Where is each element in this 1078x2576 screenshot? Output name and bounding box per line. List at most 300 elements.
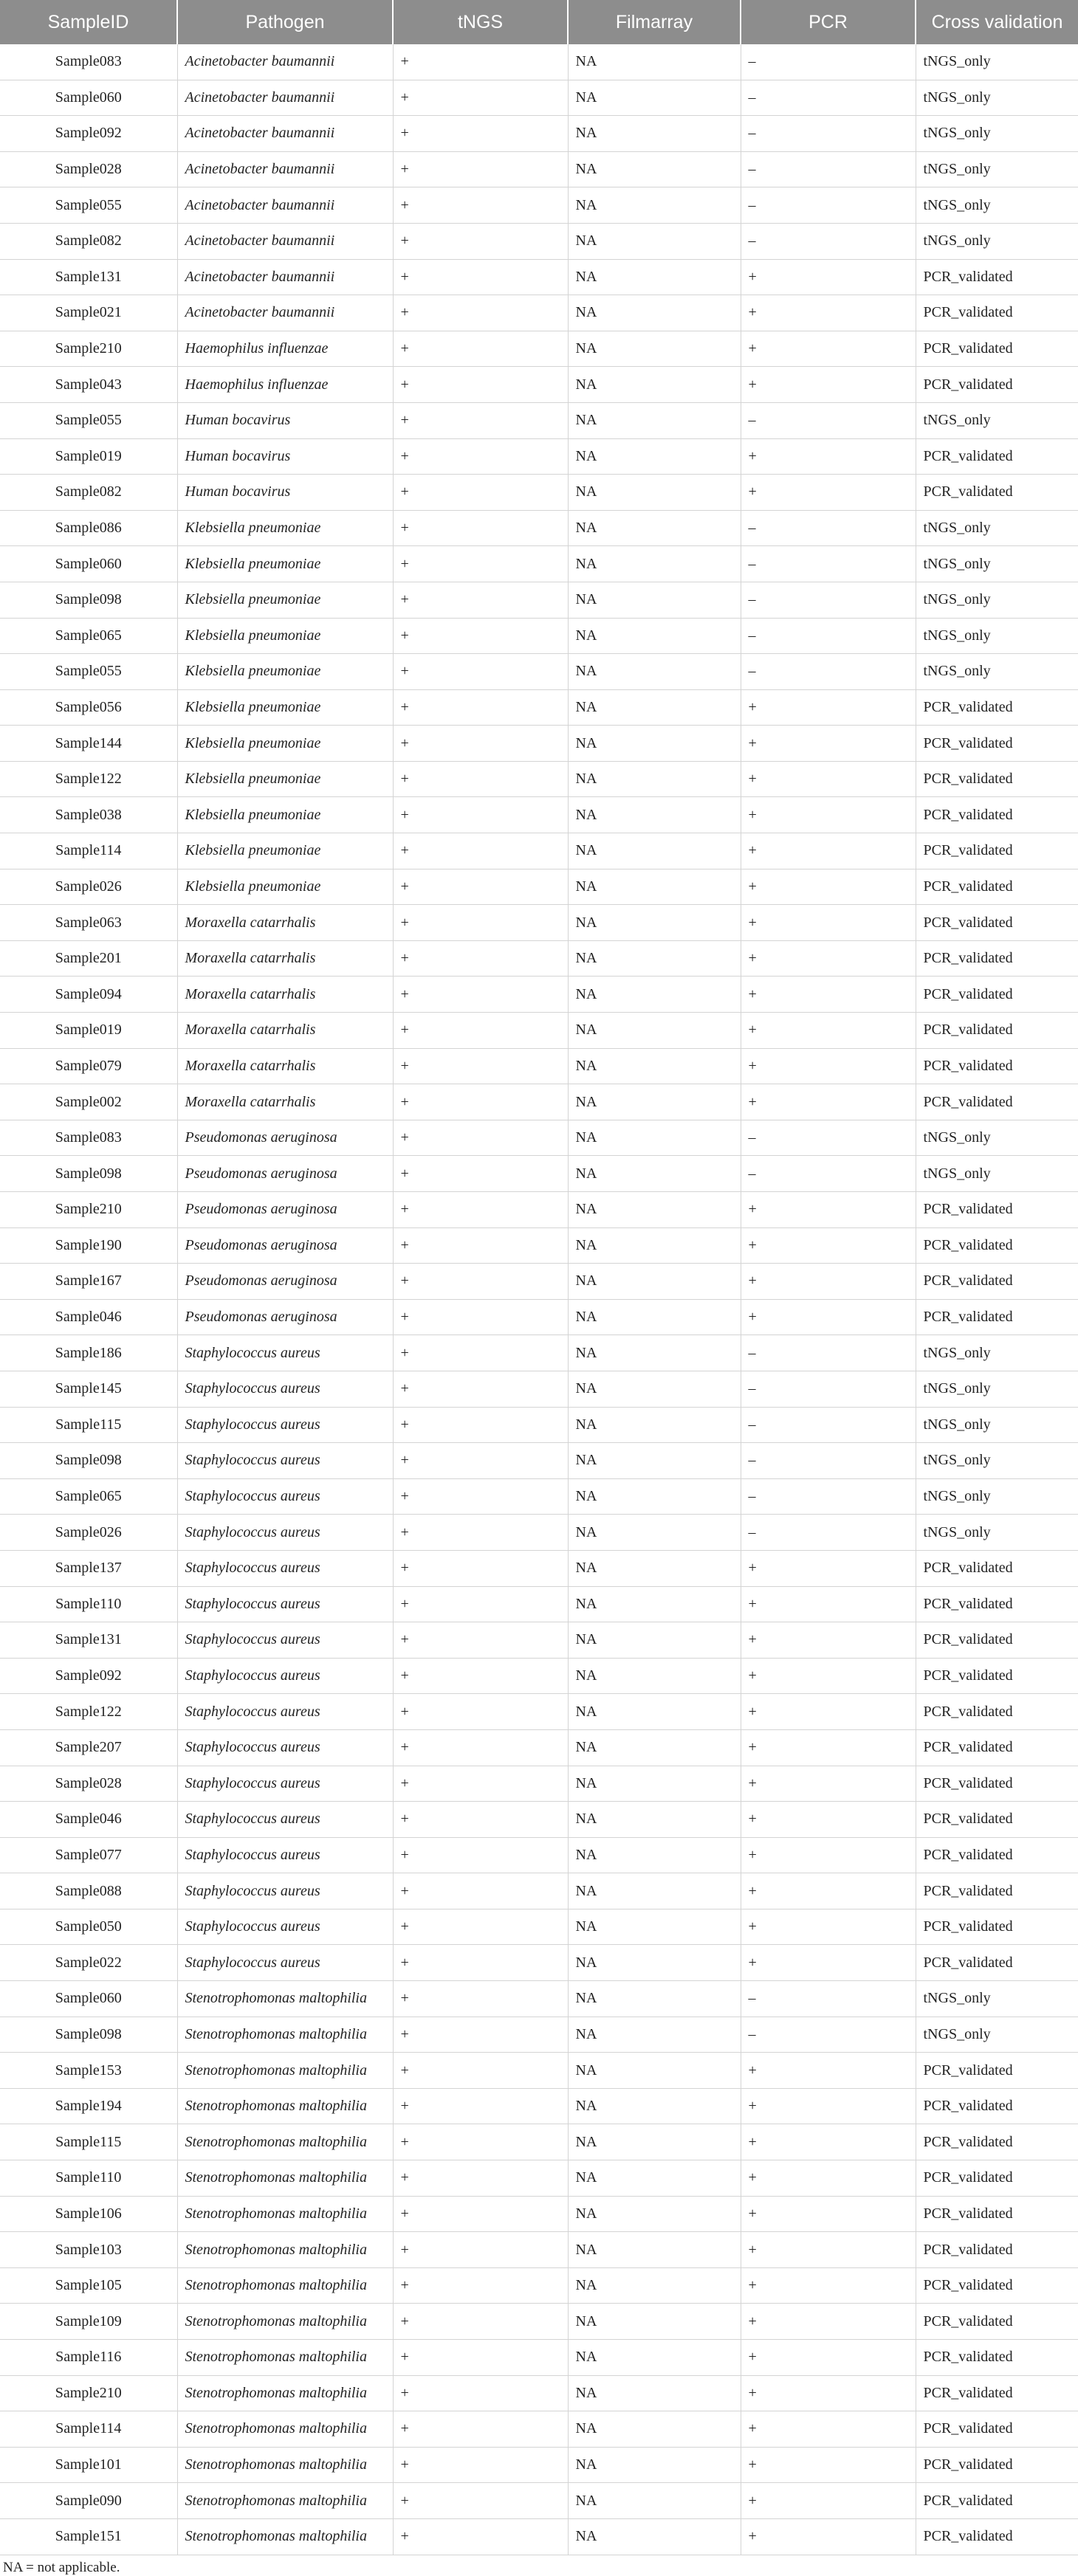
table-row xyxy=(0,1299,1078,1335)
cross-validation-cell: PCR_validated xyxy=(916,1299,1078,1335)
pathogen-cell: Pseudomonas aeruginosa xyxy=(177,1264,393,1300)
tngs-cell: + xyxy=(393,1909,568,1945)
table-row xyxy=(0,367,1078,403)
cross-validation-cell: tNGS_only xyxy=(916,1443,1078,1479)
pcr-cell: + xyxy=(741,1013,916,1049)
filmarray-cell: NA xyxy=(568,1407,741,1443)
filmarray-cell: NA xyxy=(568,1766,741,1802)
table-row xyxy=(0,1120,1078,1156)
filmarray-cell: NA xyxy=(568,2124,741,2160)
pcr-cell: + xyxy=(741,2088,916,2124)
pcr-cell: – xyxy=(741,80,916,116)
tngs-cell: + xyxy=(393,1837,568,1873)
sample-id-cell: Sample190 xyxy=(0,1227,177,1264)
table-row xyxy=(0,2124,1078,2160)
pathogen-cell: Stenotrophomonas maltophilia xyxy=(177,2053,393,2089)
sample-id-cell: Sample077 xyxy=(0,1837,177,1873)
pathogen-cell: Klebsiella pneumoniae xyxy=(177,546,393,582)
cross-validation-cell: tNGS_only xyxy=(916,1981,1078,2017)
tngs-cell: + xyxy=(393,1335,568,1371)
tngs-cell: + xyxy=(393,2340,568,2376)
pcr-cell: – xyxy=(741,1335,916,1371)
sample-id-cell: Sample019 xyxy=(0,1013,177,1049)
tngs-cell: + xyxy=(393,1766,568,1802)
sample-id-cell: Sample088 xyxy=(0,1873,177,1909)
sample-id-cell: Sample083 xyxy=(0,1120,177,1156)
filmarray-cell: NA xyxy=(568,2483,741,2519)
filmarray-cell: NA xyxy=(568,2447,741,2483)
table-row xyxy=(0,2375,1078,2411)
pathogen-cell: Staphylococcus aureus xyxy=(177,1909,393,1945)
sample-id-cell: Sample122 xyxy=(0,761,177,797)
filmarray-cell: NA xyxy=(568,331,741,367)
table-row xyxy=(0,1981,1078,2017)
pcr-cell: – xyxy=(741,510,916,546)
cross-validation-cell: PCR_validated xyxy=(916,1013,1078,1049)
table-row xyxy=(0,1766,1078,1802)
pcr-cell: + xyxy=(741,833,916,869)
table-row xyxy=(0,116,1078,152)
sample-id-cell: Sample046 xyxy=(0,1299,177,1335)
table-row xyxy=(0,44,1078,80)
sample-id-cell: Sample137 xyxy=(0,1550,177,1586)
tngs-cell: + xyxy=(393,402,568,438)
cross-validation-cell: PCR_validated xyxy=(916,2267,1078,2304)
table-row xyxy=(0,1550,1078,1586)
header-cross-validation: Cross validation xyxy=(916,0,1078,44)
table-row xyxy=(0,905,1078,941)
filmarray-cell: NA xyxy=(568,367,741,403)
pcr-cell: + xyxy=(741,259,916,295)
pcr-cell: – xyxy=(741,1371,916,1407)
cross-validation-cell: PCR_validated xyxy=(916,2232,1078,2268)
sample-id-cell: Sample153 xyxy=(0,2053,177,2089)
sample-id-cell: Sample082 xyxy=(0,475,177,511)
pcr-cell: + xyxy=(741,1586,916,1622)
pathogen-cell: Staphylococcus aureus xyxy=(177,1766,393,1802)
table-row xyxy=(0,2447,1078,2483)
pathogen-cell: Staphylococcus aureus xyxy=(177,1945,393,1981)
tngs-cell: + xyxy=(393,797,568,833)
sample-id-cell: Sample114 xyxy=(0,2411,177,2448)
filmarray-cell: NA xyxy=(568,2088,741,2124)
pathogen-cell: Staphylococcus aureus xyxy=(177,1335,393,1371)
tngs-cell: + xyxy=(393,689,568,726)
pathogen-cell: Acinetobacter baumannii xyxy=(177,44,393,80)
tngs-cell: + xyxy=(393,1550,568,1586)
filmarray-cell: NA xyxy=(568,761,741,797)
tngs-cell: + xyxy=(393,1084,568,1120)
sample-id-cell: Sample056 xyxy=(0,689,177,726)
pathogen-cell: Human bocavirus xyxy=(177,438,393,475)
cross-validation-cell: PCR_validated xyxy=(916,2088,1078,2124)
pcr-cell: + xyxy=(741,1729,916,1766)
pathogen-cell: Acinetobacter baumannii xyxy=(177,259,393,295)
sample-id-cell: Sample207 xyxy=(0,1729,177,1766)
table-row xyxy=(0,1729,1078,1766)
pcr-cell: + xyxy=(741,367,916,403)
tngs-cell: + xyxy=(393,940,568,977)
pcr-cell: + xyxy=(741,1766,916,1802)
sample-id-cell: Sample026 xyxy=(0,869,177,905)
filmarray-cell: NA xyxy=(568,1371,741,1407)
tngs-cell: + xyxy=(393,2160,568,2197)
sample-id-cell: Sample115 xyxy=(0,1407,177,1443)
sample-id-cell: Sample082 xyxy=(0,223,177,259)
filmarray-cell: NA xyxy=(568,797,741,833)
pcr-cell: + xyxy=(741,869,916,905)
cross-validation-cell: PCR_validated xyxy=(916,1622,1078,1659)
tngs-cell: + xyxy=(393,833,568,869)
cross-validation-cell: PCR_validated xyxy=(916,1694,1078,1730)
pathogen-cell: Stenotrophomonas maltophilia xyxy=(177,2411,393,2448)
tngs-cell: + xyxy=(393,2232,568,2268)
table-row xyxy=(0,223,1078,259)
filmarray-cell: NA xyxy=(568,2053,741,2089)
cross-validation-cell: tNGS_only xyxy=(916,1371,1078,1407)
pcr-cell: – xyxy=(741,2017,916,2053)
table-row xyxy=(0,331,1078,367)
pcr-cell: – xyxy=(741,151,916,187)
tngs-cell: + xyxy=(393,2447,568,2483)
pcr-cell: + xyxy=(741,1802,916,1838)
sample-id-cell: Sample086 xyxy=(0,510,177,546)
pathogen-cell: Acinetobacter baumannii xyxy=(177,295,393,331)
pcr-cell: + xyxy=(741,475,916,511)
cross-validation-cell: tNGS_only xyxy=(916,187,1078,224)
cross-validation-cell: PCR_validated xyxy=(916,689,1078,726)
table-row xyxy=(0,869,1078,905)
pathogen-cell: Staphylococcus aureus xyxy=(177,1407,393,1443)
pathogen-cell: Staphylococcus aureus xyxy=(177,1694,393,1730)
cross-validation-cell: PCR_validated xyxy=(916,2411,1078,2448)
cross-validation-cell: tNGS_only xyxy=(916,2017,1078,2053)
filmarray-cell: NA xyxy=(568,44,741,80)
tngs-cell: + xyxy=(393,1013,568,1049)
table-row xyxy=(0,1873,1078,1909)
table-row xyxy=(0,2053,1078,2089)
sample-id-cell: Sample043 xyxy=(0,367,177,403)
table-row xyxy=(0,1192,1078,1228)
filmarray-cell: NA xyxy=(568,1945,741,1981)
pcr-cell: + xyxy=(741,726,916,762)
cross-validation-cell: PCR_validated xyxy=(916,1227,1078,1264)
sample-id-cell: Sample094 xyxy=(0,977,177,1013)
filmarray-cell: NA xyxy=(568,1013,741,1049)
table-row xyxy=(0,2411,1078,2448)
cross-validation-cell: tNGS_only xyxy=(916,1407,1078,1443)
table-row xyxy=(0,726,1078,762)
tngs-cell: + xyxy=(393,44,568,80)
tngs-cell: + xyxy=(393,1945,568,1981)
table-row xyxy=(0,80,1078,116)
pathogen-cell: Human bocavirus xyxy=(177,402,393,438)
cross-validation-cell: PCR_validated xyxy=(916,1837,1078,1873)
tngs-cell: + xyxy=(393,869,568,905)
cross-validation-cell: PCR_validated xyxy=(916,438,1078,475)
cross-validation-cell: PCR_validated xyxy=(916,2340,1078,2376)
cross-validation-cell: PCR_validated xyxy=(916,1586,1078,1622)
filmarray-cell: NA xyxy=(568,116,741,152)
table-row xyxy=(0,187,1078,224)
cross-validation-cell: PCR_validated xyxy=(916,2196,1078,2232)
table-row xyxy=(0,1156,1078,1192)
tngs-cell: + xyxy=(393,295,568,331)
table-row xyxy=(0,1945,1078,1981)
cross-validation-cell: tNGS_only xyxy=(916,223,1078,259)
filmarray-cell: NA xyxy=(568,2375,741,2411)
pcr-cell: + xyxy=(741,1264,916,1300)
pcr-cell: + xyxy=(741,2053,916,2089)
sample-id-cell: Sample090 xyxy=(0,2483,177,2519)
pathogen-cell: Klebsiella pneumoniae xyxy=(177,833,393,869)
filmarray-cell: NA xyxy=(568,402,741,438)
pcr-cell: – xyxy=(741,1156,916,1192)
tngs-cell: + xyxy=(393,1586,568,1622)
filmarray-cell: NA xyxy=(568,475,741,511)
sample-id-cell: Sample098 xyxy=(0,1443,177,1479)
tngs-cell: + xyxy=(393,1515,568,1551)
table-row xyxy=(0,1802,1078,1838)
pcr-cell: + xyxy=(741,1084,916,1120)
sample-id-cell: Sample055 xyxy=(0,187,177,224)
pcr-cell: + xyxy=(741,2375,916,2411)
cross-validation-cell: tNGS_only xyxy=(916,546,1078,582)
tngs-cell: + xyxy=(393,2124,568,2160)
filmarray-cell: NA xyxy=(568,940,741,977)
cross-validation-cell: PCR_validated xyxy=(916,1192,1078,1228)
cross-validation-cell: tNGS_only xyxy=(916,402,1078,438)
sample-id-cell: Sample019 xyxy=(0,438,177,475)
table-row xyxy=(0,1407,1078,1443)
filmarray-cell: NA xyxy=(568,1873,741,1909)
pathogen-cell: Human bocavirus xyxy=(177,475,393,511)
sample-id-cell: Sample103 xyxy=(0,2232,177,2268)
pcr-cell: + xyxy=(741,797,916,833)
cross-validation-cell: PCR_validated xyxy=(916,1264,1078,1300)
pathogen-cell: Klebsiella pneumoniae xyxy=(177,726,393,762)
cross-validation-cell: PCR_validated xyxy=(916,1909,1078,1945)
pathogen-cell: Klebsiella pneumoniae xyxy=(177,761,393,797)
table-row xyxy=(0,1515,1078,1551)
pcr-cell: + xyxy=(741,1227,916,1264)
sample-id-cell: Sample065 xyxy=(0,618,177,654)
filmarray-cell: NA xyxy=(568,1084,741,1120)
filmarray-cell: NA xyxy=(568,546,741,582)
tngs-cell: + xyxy=(393,80,568,116)
pcr-cell: – xyxy=(741,223,916,259)
cross-validation-cell: PCR_validated xyxy=(916,1729,1078,1766)
tngs-cell: + xyxy=(393,2304,568,2340)
pcr-cell: – xyxy=(741,116,916,152)
tngs-cell: + xyxy=(393,1048,568,1084)
sample-id-cell: Sample098 xyxy=(0,582,177,618)
table-row xyxy=(0,977,1078,1013)
tngs-cell: + xyxy=(393,2196,568,2232)
filmarray-cell: NA xyxy=(568,2267,741,2304)
tngs-cell: + xyxy=(393,2483,568,2519)
sample-id-cell: Sample028 xyxy=(0,1766,177,1802)
sample-id-cell: Sample079 xyxy=(0,1048,177,1084)
cross-validation-cell: PCR_validated xyxy=(916,869,1078,905)
tngs-cell: + xyxy=(393,187,568,224)
header-filmarray: Filmarray xyxy=(568,0,741,44)
tngs-cell: + xyxy=(393,618,568,654)
sample-id-cell: Sample210 xyxy=(0,331,177,367)
pathogen-cell: Klebsiella pneumoniae xyxy=(177,654,393,690)
pathogen-cell: Stenotrophomonas maltophilia xyxy=(177,2304,393,2340)
sample-id-cell: Sample106 xyxy=(0,2196,177,2232)
tngs-cell: + xyxy=(393,1227,568,1264)
pathogen-cell: Klebsiella pneumoniae xyxy=(177,618,393,654)
table-row xyxy=(0,1909,1078,1945)
tngs-cell: + xyxy=(393,1478,568,1515)
filmarray-cell: NA xyxy=(568,1981,741,2017)
filmarray-cell: NA xyxy=(568,1048,741,1084)
pathogen-cell: Moraxella catarrhalis xyxy=(177,1084,393,1120)
filmarray-cell: NA xyxy=(568,833,741,869)
pcr-cell: + xyxy=(741,331,916,367)
pathogen-cell: Pseudomonas aeruginosa xyxy=(177,1192,393,1228)
pathogen-cell: Haemophilus influenzae xyxy=(177,331,393,367)
pathogen-cell: Acinetobacter baumannii xyxy=(177,151,393,187)
pcr-cell: – xyxy=(741,187,916,224)
filmarray-cell: NA xyxy=(568,618,741,654)
sample-id-cell: Sample151 xyxy=(0,2518,177,2555)
cross-validation-cell: tNGS_only xyxy=(916,1335,1078,1371)
filmarray-cell: NA xyxy=(568,1909,741,1945)
filmarray-cell: NA xyxy=(568,905,741,941)
sample-id-cell: Sample021 xyxy=(0,295,177,331)
cross-validation-cell: PCR_validated xyxy=(916,1802,1078,1838)
pathogen-cell: Staphylococcus aureus xyxy=(177,1550,393,1586)
header-pcr: PCR xyxy=(741,0,916,44)
filmarray-cell: NA xyxy=(568,1622,741,1659)
cross-validation-cell: tNGS_only xyxy=(916,654,1078,690)
tngs-cell: + xyxy=(393,2053,568,2089)
cross-validation-cell: PCR_validated xyxy=(916,2375,1078,2411)
pathogen-cell: Stenotrophomonas maltophilia xyxy=(177,1981,393,2017)
pathogen-cell: Staphylococcus aureus xyxy=(177,1873,393,1909)
filmarray-cell: NA xyxy=(568,1658,741,1694)
sample-id-cell: Sample116 xyxy=(0,2340,177,2376)
cross-validation-cell: tNGS_only xyxy=(916,1156,1078,1192)
pathogen-cell: Stenotrophomonas maltophilia xyxy=(177,2267,393,2304)
sample-id-cell: Sample050 xyxy=(0,1909,177,1945)
filmarray-cell: NA xyxy=(568,1478,741,1515)
filmarray-cell: NA xyxy=(568,2160,741,2197)
table-header xyxy=(0,0,1078,44)
table-row xyxy=(0,2340,1078,2376)
table-row xyxy=(0,510,1078,546)
table-row xyxy=(0,2267,1078,2304)
filmarray-cell: NA xyxy=(568,295,741,331)
pcr-cell: + xyxy=(741,2124,916,2160)
table-row xyxy=(0,833,1078,869)
cross-validation-cell: PCR_validated xyxy=(916,1945,1078,1981)
header-row xyxy=(0,0,1078,44)
table-row xyxy=(0,2518,1078,2555)
pathogen-cell: Staphylococcus aureus xyxy=(177,1729,393,1766)
pathogen-cell: Klebsiella pneumoniae xyxy=(177,797,393,833)
pcr-cell: – xyxy=(741,618,916,654)
cross-validation-cell: PCR_validated xyxy=(916,2053,1078,2089)
cross-validation-cell: PCR_validated xyxy=(916,1550,1078,1586)
pcr-cell: + xyxy=(741,1873,916,1909)
table-row xyxy=(0,1694,1078,1730)
tngs-cell: + xyxy=(393,546,568,582)
pathogen-cell: Stenotrophomonas maltophilia xyxy=(177,2483,393,2519)
cross-validation-cell: tNGS_only xyxy=(916,582,1078,618)
tngs-cell: + xyxy=(393,1658,568,1694)
cross-validation-cell: PCR_validated xyxy=(916,331,1078,367)
cross-validation-cell: PCR_validated xyxy=(916,977,1078,1013)
sample-id-cell: Sample055 xyxy=(0,654,177,690)
pcr-cell: + xyxy=(741,1694,916,1730)
pcr-cell: + xyxy=(741,295,916,331)
tngs-cell: + xyxy=(393,1443,568,1479)
pcr-cell: + xyxy=(741,2518,916,2555)
filmarray-cell: NA xyxy=(568,1227,741,1264)
cross-validation-cell: tNGS_only xyxy=(916,44,1078,80)
pcr-cell: + xyxy=(741,1550,916,1586)
filmarray-cell: NA xyxy=(568,1550,741,1586)
filmarray-cell: NA xyxy=(568,187,741,224)
table-row xyxy=(0,546,1078,582)
tngs-cell: + xyxy=(393,977,568,1013)
sample-id-cell: Sample060 xyxy=(0,80,177,116)
pcr-cell: + xyxy=(741,689,916,726)
sample-id-cell: Sample186 xyxy=(0,1335,177,1371)
sample-id-cell: Sample055 xyxy=(0,402,177,438)
pcr-cell: + xyxy=(741,1192,916,1228)
pcr-cell: – xyxy=(741,1478,916,1515)
pathogen-cell: Pseudomonas aeruginosa xyxy=(177,1120,393,1156)
pcr-cell: – xyxy=(741,654,916,690)
pcr-cell: + xyxy=(741,2196,916,2232)
pathogen-cell: Stenotrophomonas maltophilia xyxy=(177,2196,393,2232)
filmarray-cell: NA xyxy=(568,2196,741,2232)
pcr-cell: + xyxy=(741,977,916,1013)
pcr-cell: + xyxy=(741,1658,916,1694)
tngs-cell: + xyxy=(393,2017,568,2053)
filmarray-cell: NA xyxy=(568,1729,741,1766)
sample-id-cell: Sample098 xyxy=(0,2017,177,2053)
pathogen-cell: Staphylococcus aureus xyxy=(177,1837,393,1873)
tngs-cell: + xyxy=(393,2518,568,2555)
tngs-cell: + xyxy=(393,259,568,295)
pathogen-cell: Stenotrophomonas maltophilia xyxy=(177,2340,393,2376)
pathogen-cell: Stenotrophomonas maltophilia xyxy=(177,2447,393,2483)
table-row xyxy=(0,1837,1078,1873)
sample-id-cell: Sample109 xyxy=(0,2304,177,2340)
table-row xyxy=(0,2196,1078,2232)
pathogen-cell: Stenotrophomonas maltophilia xyxy=(177,2518,393,2555)
filmarray-cell: NA xyxy=(568,689,741,726)
table-row xyxy=(0,582,1078,618)
pcr-cell: + xyxy=(741,2232,916,2268)
pathogen-cell: Stenotrophomonas maltophilia xyxy=(177,2375,393,2411)
filmarray-cell: NA xyxy=(568,869,741,905)
sample-id-cell: Sample060 xyxy=(0,1981,177,2017)
pathogen-cell: Acinetobacter baumannii xyxy=(177,80,393,116)
sample-id-cell: Sample131 xyxy=(0,1622,177,1659)
pcr-cell: + xyxy=(741,2267,916,2304)
pathogen-cell: Pseudomonas aeruginosa xyxy=(177,1227,393,1264)
sample-id-cell: Sample201 xyxy=(0,940,177,977)
pcr-cell: – xyxy=(741,546,916,582)
tngs-cell: + xyxy=(393,726,568,762)
